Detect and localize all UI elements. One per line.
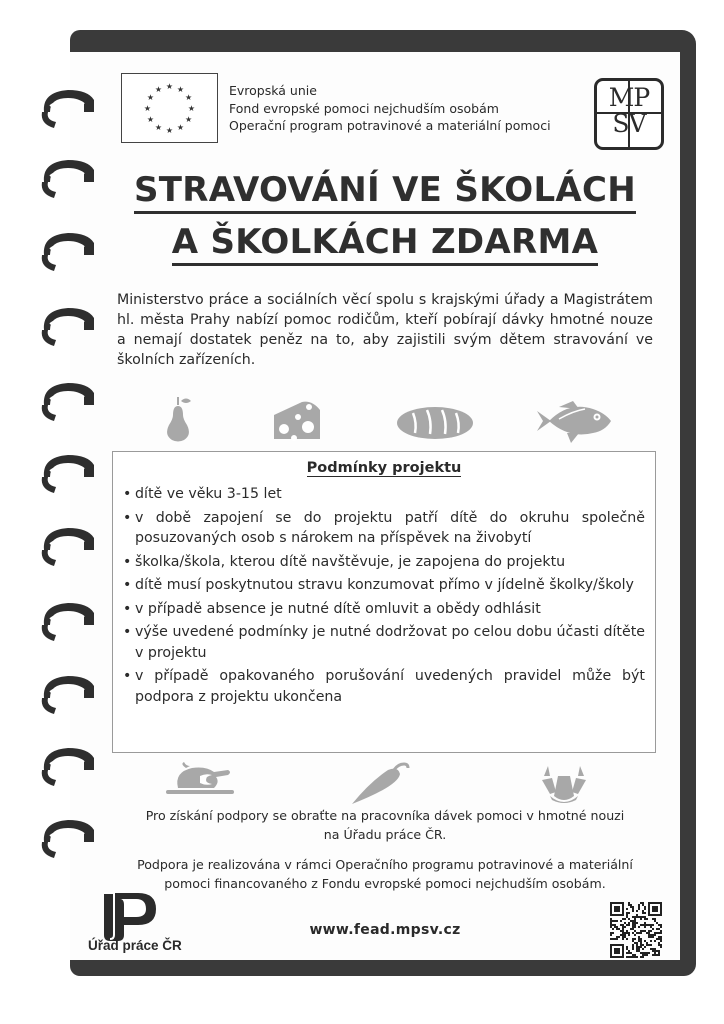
- condition-item: • dítě musí poskytnutou stravu konzumovat přímo v jídelně školky/školy: [123, 575, 645, 596]
- qr-module: [630, 904, 632, 906]
- qr-module: [656, 954, 658, 956]
- qr-module: [646, 918, 648, 920]
- qr-module: [632, 906, 634, 908]
- qr-module: [632, 940, 634, 942]
- qr-module: [652, 918, 654, 920]
- condition-item: • výše uvedené podmínky je nutné dodržovat po celou dobu účasti dítěte v projektu: [123, 622, 645, 663]
- qr-module: [626, 948, 628, 950]
- qr-module: [622, 938, 624, 940]
- qr-module: [660, 930, 662, 932]
- conditions-box: [112, 451, 656, 753]
- qr-module: [652, 924, 654, 926]
- qr-module: [614, 926, 616, 928]
- eu-star: ★: [187, 104, 196, 113]
- qr-module: [636, 910, 638, 912]
- eu-star: ★: [184, 93, 193, 102]
- qr-module: [620, 934, 622, 936]
- spiral-ring-icon: [36, 740, 102, 792]
- condition-item: • v případě absence je nutné dítě omluvit a obědy odhlásit: [123, 599, 645, 620]
- qr-module: [638, 908, 640, 910]
- food-icons-bottom: [150, 762, 630, 812]
- qr-module: [622, 932, 624, 934]
- qr-module: [650, 930, 652, 932]
- qr-module: [636, 916, 638, 918]
- qr-module: [654, 920, 656, 922]
- spiral-ring-icon: [36, 668, 102, 720]
- qr-module: [628, 918, 630, 920]
- qr-module: [654, 940, 656, 942]
- qr-module: [650, 944, 652, 946]
- qr-module: [638, 938, 640, 940]
- qr-module: [644, 954, 646, 956]
- qr-module: [636, 942, 638, 944]
- qr-module: [640, 952, 642, 954]
- qr-module: [628, 934, 630, 936]
- qr-module: [656, 922, 658, 924]
- qr-module: [632, 956, 634, 958]
- eu-star: ★: [154, 84, 163, 94]
- qr-module: [648, 930, 650, 932]
- qr-module: [616, 936, 618, 938]
- qr-module: [644, 946, 646, 948]
- qr-module: [636, 950, 638, 952]
- qr-module: [658, 936, 660, 938]
- intro-paragraph: Ministerstvo práce a sociálních věcí spolu s krajskými úřady a Magistrátem hl. města Prahy nabízí pomoc rodičům, kteří pobírají dávky hmotné nouze a nemají dostatek peněz na to, aby zajistili svým dětem stravování ve školních zařízeních.: [117, 292, 653, 368]
- spiral-ring-icon: [36, 447, 102, 499]
- qr-module: [626, 916, 628, 918]
- qr-module: [644, 908, 646, 910]
- cheese-icon: [272, 399, 322, 441]
- qr-module: [650, 936, 652, 938]
- conditions-list: [113, 484, 655, 707]
- qr-module: [660, 924, 662, 926]
- qr-module: [632, 916, 634, 918]
- qr-module: [652, 936, 654, 938]
- qr-module: [646, 932, 648, 934]
- qr-module: [638, 946, 640, 948]
- qr-module: [630, 952, 632, 954]
- qr-module: [644, 930, 646, 932]
- eu-star: ★: [146, 93, 155, 102]
- qr-module: [654, 950, 656, 952]
- qr-module: [644, 940, 646, 942]
- qr-module: [658, 954, 660, 956]
- mpsv-logo-bottom: SV: [612, 109, 646, 138]
- qr-module: [624, 918, 626, 920]
- qr-module: [614, 906, 620, 912]
- qr-module: [658, 950, 660, 952]
- qr-module: [626, 912, 628, 914]
- eu-flag-logo: [121, 73, 218, 143]
- qr-module: [626, 914, 628, 916]
- qr-module: [622, 930, 624, 932]
- qr-module: [622, 928, 624, 930]
- spiral-ring-icon: [36, 225, 102, 277]
- qr-module: [640, 944, 642, 946]
- qr-module: [658, 942, 660, 944]
- qr-module: [640, 942, 642, 944]
- qr-module: [610, 920, 612, 922]
- qr-module: [634, 916, 636, 918]
- conditions-title-text: Podmínky projektu: [306, 460, 462, 476]
- qr-module: [634, 934, 636, 936]
- condition-item: • v době zapojení se do projektu patří dítě do okruhu společně posuzovaných osob s nárokem na příspěvek na živobytí: [123, 508, 645, 549]
- qr-module: [610, 934, 612, 936]
- fish-icon: [535, 399, 613, 445]
- qr-module: [628, 956, 630, 958]
- qr-module: [632, 954, 634, 956]
- qr-module: [654, 934, 656, 936]
- qr-module: [660, 938, 662, 940]
- croissant-icon: [540, 762, 588, 806]
- qr-module: [640, 930, 642, 932]
- qr-module: [648, 936, 650, 938]
- eu-star: ★: [176, 123, 185, 133]
- qr-module: [646, 924, 648, 926]
- qr-module: [634, 956, 636, 958]
- qr-module: [634, 954, 636, 956]
- qr-module: [628, 912, 630, 914]
- qr-module: [642, 954, 644, 956]
- qr-module: [652, 950, 654, 952]
- qr-module: [630, 928, 632, 930]
- qr-module: [660, 946, 662, 948]
- qr-module: [632, 910, 634, 912]
- qr-module: [640, 940, 642, 942]
- qr-module: [618, 928, 620, 930]
- qr-module: [632, 908, 634, 910]
- mpsv-logo-letters: [597, 81, 661, 137]
- qr-module: [632, 932, 634, 934]
- qr-module: [658, 928, 660, 930]
- qr-module: [650, 926, 652, 928]
- spiral-ring-icon: [36, 82, 102, 134]
- mpsv-logo-top: MP: [608, 83, 650, 112]
- qr-module: [632, 924, 634, 926]
- qr-module: [622, 924, 624, 926]
- qr-module: [640, 946, 642, 948]
- qr-module: [652, 906, 658, 912]
- qr-module: [654, 918, 656, 920]
- qr-module: [660, 932, 662, 934]
- eu-star: ★: [154, 123, 163, 133]
- qr-module: [634, 942, 636, 944]
- qr-module: [614, 948, 620, 954]
- page-title-line-1: [120, 170, 650, 210]
- qr-module: [612, 938, 614, 940]
- contact-line-1: Pro získání podpory se obraťte na pracovníka dávek pomoci v hmotné nouzi: [145, 808, 625, 823]
- qr-code-icon[interactable]: [610, 902, 662, 958]
- qr-module: [648, 932, 650, 934]
- qr-module: [620, 924, 622, 926]
- spiral-ring-icon: [36, 812, 102, 864]
- qr-module: [654, 948, 656, 950]
- qr-module: [638, 948, 640, 950]
- spiral-ring-icon: [36, 300, 102, 352]
- qr-module: [612, 928, 614, 930]
- qr-module: [640, 924, 642, 926]
- qr-module: [650, 948, 652, 950]
- qr-module: [644, 916, 646, 918]
- qr-module: [642, 904, 644, 906]
- title-line-2-text: A ŠKOLKÁCH ZDARMA: [172, 222, 599, 266]
- qr-module: [616, 926, 618, 928]
- qr-module: [630, 906, 632, 908]
- funding-line-1: Podpora je realizována v rámci Operačního programu potravinové a materiální: [137, 857, 633, 872]
- qr-module: [656, 928, 658, 930]
- mpsv-logo: [594, 78, 664, 150]
- qr-module: [626, 930, 628, 932]
- qr-module: [624, 922, 626, 924]
- qr-module: [642, 944, 644, 946]
- qr-module: [628, 932, 630, 934]
- qr-module: [642, 952, 644, 954]
- qr-module: [638, 940, 640, 942]
- qr-module: [624, 932, 626, 934]
- qr-module: [640, 916, 642, 918]
- qr-module: [646, 954, 648, 956]
- qr-module: [642, 916, 644, 918]
- eu-line-1: Evropská unie: [229, 83, 317, 98]
- qr-module: [612, 932, 614, 934]
- qr-module: [622, 934, 624, 936]
- qr-module: [634, 920, 636, 922]
- conditions-title: [113, 460, 655, 476]
- qr-module: [658, 944, 660, 946]
- qr-module: [622, 926, 624, 928]
- qr-module: [642, 902, 644, 904]
- qr-module: [620, 920, 622, 922]
- qr-module: [652, 948, 654, 950]
- qr-module: [640, 932, 642, 934]
- qr-module: [610, 922, 612, 924]
- qr-module: [628, 904, 630, 906]
- qr-module: [626, 908, 628, 910]
- condition-item: • školka/škola, kterou dítě navštěvuje, je zapojena do projektu: [123, 552, 645, 573]
- qr-module: [626, 932, 628, 934]
- qr-module: [644, 924, 646, 926]
- qr-module: [624, 936, 626, 938]
- qr-module: [632, 944, 634, 946]
- spiral-ring-icon: [36, 520, 102, 572]
- qr-module: [634, 926, 636, 928]
- qr-module: [660, 944, 662, 946]
- qr-module: [660, 926, 662, 928]
- qr-module: [648, 924, 650, 926]
- qr-module: [616, 920, 618, 922]
- qr-module: [610, 924, 612, 926]
- condition-item: • dítě ve věku 3-15 let: [123, 484, 645, 505]
- qr-module: [632, 926, 634, 928]
- eu-star: ★: [165, 82, 174, 91]
- food-icons-top: [150, 395, 630, 445]
- qr-module: [616, 928, 618, 930]
- qr-module: [626, 924, 628, 926]
- qr-module: [626, 956, 628, 958]
- funding-line-2: pomoci financovaného z Fondu evropské pomoci nejchudším osobám.: [164, 876, 606, 891]
- spiral-ring-icon: [36, 595, 102, 647]
- qr-module: [646, 944, 648, 946]
- qr-module: [638, 950, 640, 952]
- qr-module: [644, 926, 646, 928]
- qr-module: [642, 912, 644, 914]
- qr-module: [636, 946, 638, 948]
- qr-module: [632, 922, 634, 924]
- qr-module: [628, 952, 630, 954]
- qr-module: [640, 902, 642, 904]
- spiral-ring-icon: [36, 152, 102, 204]
- qr-module: [622, 918, 624, 920]
- qr-module: [636, 914, 638, 916]
- qr-module: [636, 922, 638, 924]
- qr-module: [634, 922, 636, 924]
- qr-module: [634, 924, 636, 926]
- qr-module: [642, 948, 644, 950]
- qr-module: [632, 938, 634, 940]
- qr-module: [628, 922, 630, 924]
- qr-module: [658, 938, 660, 940]
- eu-stars-icon: [122, 74, 217, 142]
- eu-star: ★: [146, 115, 155, 124]
- pear-icon: [162, 395, 198, 443]
- qr-module: [642, 924, 644, 926]
- qr-module: [628, 924, 630, 926]
- qr-module: [610, 932, 612, 934]
- qr-module: [646, 952, 648, 954]
- qr-module: [636, 956, 638, 958]
- website-link[interactable]: www.fead.mpsv.cz: [309, 922, 461, 938]
- eu-star: ★: [176, 84, 185, 94]
- qr-module: [632, 920, 634, 922]
- qr-module: [618, 936, 620, 938]
- qr-module: [624, 926, 626, 928]
- eu-line-2: Fond evropské pomoci nejchudším osobám: [229, 100, 499, 116]
- eu-program-text: [229, 82, 551, 135]
- qr-module: [638, 906, 640, 908]
- urad-prace-logo-icon: [100, 885, 160, 941]
- qr-module: [630, 956, 632, 958]
- qr-module: [610, 918, 612, 920]
- contact-text: [110, 806, 660, 844]
- qr-module: [624, 934, 626, 936]
- qr-module: [632, 946, 634, 948]
- qr-module: [628, 902, 630, 904]
- qr-module: [610, 938, 612, 940]
- qr-module: [638, 932, 640, 934]
- qr-module: [650, 924, 652, 926]
- qr-module: [614, 920, 616, 922]
- qr-module: [644, 952, 646, 954]
- qr-module: [644, 912, 646, 914]
- qr-module: [652, 928, 654, 930]
- qr-module: [656, 950, 658, 952]
- qr-module: [642, 956, 644, 958]
- qr-module: [634, 938, 636, 940]
- qr-module: [638, 916, 640, 918]
- qr-module: [658, 932, 660, 934]
- qr-module: [628, 950, 630, 952]
- qr-module: [634, 918, 636, 920]
- roast-chicken-icon: [164, 762, 236, 798]
- qr-module: [652, 954, 654, 956]
- qr-module: [642, 930, 644, 932]
- qr-module: [634, 930, 636, 932]
- qr-module: [636, 948, 638, 950]
- qr-module: [644, 922, 646, 924]
- urad-prace-label: Úřad práce ČR: [88, 938, 182, 953]
- contact-line-2: na Úřadu práce ČR.: [323, 827, 447, 842]
- qr-module: [636, 932, 638, 934]
- qr-module: [640, 918, 642, 920]
- qr-module: [654, 952, 656, 954]
- qr-module: [616, 938, 618, 940]
- qr-module: [658, 952, 660, 954]
- qr-module: [648, 944, 650, 946]
- title-line-1-text: STRAVOVÁNÍ VE ŠKOLÁCH: [134, 170, 636, 214]
- eu-star: ★: [143, 104, 152, 113]
- qr-module: [660, 940, 662, 942]
- qr-module: [626, 952, 628, 954]
- qr-module: [646, 942, 648, 944]
- eu-line-3: Operační program potravinové a materiální pomoci: [229, 118, 551, 133]
- condition-item: • v případě opakovaného porušování uvedených pravidel může být podpora z projektu ukončena: [123, 666, 645, 707]
- qr-module: [650, 934, 652, 936]
- qr-module: [644, 906, 646, 908]
- qr-module: [614, 924, 616, 926]
- qr-module: [620, 930, 622, 932]
- qr-module: [660, 936, 662, 938]
- qr-module: [642, 910, 644, 912]
- eu-star: ★: [165, 126, 174, 135]
- qr-module: [656, 938, 658, 940]
- qr-module: [632, 948, 634, 950]
- qr-module: [640, 956, 642, 958]
- qr-module: [632, 928, 634, 930]
- eu-star: ★: [184, 115, 193, 124]
- qr-module: [638, 936, 640, 938]
- qr-module: [648, 952, 650, 954]
- qr-module: [658, 924, 660, 926]
- page-title-line-2: [120, 222, 650, 262]
- qr-module: [654, 954, 656, 956]
- qr-module: [644, 918, 646, 920]
- qr-module: [636, 944, 638, 946]
- spiral-ring-icon: [36, 375, 102, 427]
- pepper-icon: [350, 762, 412, 806]
- qr-module: [626, 946, 628, 948]
- qr-module: [610, 926, 612, 928]
- qr-module: [652, 934, 654, 936]
- qr-module: [640, 938, 642, 940]
- qr-module: [612, 924, 614, 926]
- qr-module: [612, 920, 614, 922]
- qr-module: [614, 938, 616, 940]
- bread-icon: [395, 403, 475, 441]
- qr-module: [638, 904, 640, 906]
- qr-module: [622, 936, 624, 938]
- qr-module: [630, 920, 632, 922]
- funding-text: [105, 855, 665, 893]
- qr-module: [654, 932, 656, 934]
- qr-module: [656, 932, 658, 934]
- qr-module: [638, 926, 640, 928]
- qr-module: [648, 934, 650, 936]
- qr-module: [626, 938, 628, 940]
- qr-module: [650, 940, 652, 942]
